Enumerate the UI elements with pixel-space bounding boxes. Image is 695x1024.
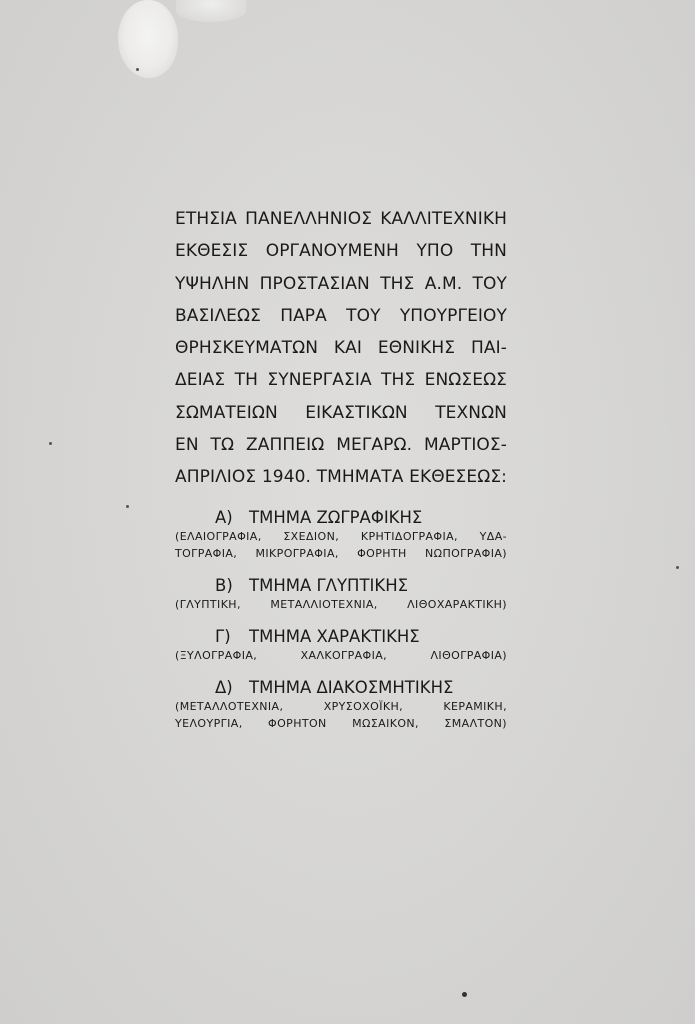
section-title: ΤΜΗΜΑ ΔΙΑΚΟΣΜΗΤΙΚΗΣ (249, 677, 454, 697)
paper-speck (676, 566, 679, 569)
section-painting (175, 508, 507, 562)
paper-stain (118, 0, 178, 78)
paper-speck (126, 505, 129, 508)
section-letter: Γ) (215, 626, 231, 646)
section-detail: (ΞΥΛΟΓΡΑΦΙΑ, ΧΑΛΚΟΓΡΑΦΙΑ, ΛΙΘΟΓΡΑΦΙΑ) (175, 648, 507, 662)
intro-line: ΣΩΜΑΤΕΙΩΝ ΕΙΚΑΣΤΙΚΩΝ ΤΕΧΝΩΝ (175, 402, 507, 423)
section-letter: Δ) (215, 677, 233, 697)
paper-stain (176, 0, 246, 22)
paper-speck (136, 68, 139, 71)
section-title: ΤΜΗΜΑ ΧΑΡΑΚΤΙΚΗΣ (249, 626, 420, 646)
section-title: ΤΜΗΜΑ ΓΛΥΠΤΙΚΗΣ (249, 575, 409, 595)
intro-paragraph (175, 203, 507, 494)
intro-line: ΑΠΡΙΛΙΟΣ 1940. ΤΜΗΜΑΤΑ ΕΚΘΕΣΕΩΣ: (175, 467, 507, 488)
section-heading (175, 576, 507, 596)
section-detail: (ΜΕΤΑΛΛΟΤΕΧΝΙΑ, ΧΡΥΣΟΧΟΪΚΗ, ΚΕΡΑΜΙΚΗ, (175, 699, 507, 713)
intro-line: ΕΝ ΤΩ ΖΑΠΠΕΙΩ ΜΕΓΑΡΩ. ΜΑΡΤΙΟΣ- (175, 435, 507, 456)
paper-speck (49, 442, 52, 445)
section-decorative (175, 678, 507, 732)
section-heading (175, 678, 507, 698)
intro-line: ΥΨΗΛΗΝ ΠΡΟΣΤΑΣΙΑΝ ΤΗΣ Α.Μ. ΤΟΥ (175, 273, 507, 294)
intro-line: ΒΑΣΙΛΕΩΣ ΠΑΡΑ ΤΟΥ ΥΠΟΥΡΓΕΙΟΥ (175, 305, 507, 326)
intro-line: ΕΚΘΕΣΙΣ ΟΡΓΑΝΟΥΜΕΝΗ ΥΠΟ ΤΗΝ (175, 241, 507, 262)
section-detail: ΥΕΛΟΥΡΓΙΑ, ΦΟΡΗΤΟΝ ΜΩΣΑΙΚΟΝ, ΣΜΑΛΤΟΝ) (175, 716, 507, 730)
section-detail: ΤΟΓΡΑΦΙΑ, ΜΙΚΡΟΓΡΑΦΙΑ, ΦΟΡΗΤΗ ΝΩΠΟΓΡΑΦΙΑ) (175, 546, 507, 560)
intro-line: ΔΕΙΑΣ ΤΗ ΣΥΝΕΡΓΑΣΙΑ ΤΗΣ ΕΝΩΣΕΩΣ (175, 370, 507, 391)
section-engraving (175, 627, 507, 664)
section-sculpture (175, 576, 507, 613)
intro-line: ΘΡΗΣΚΕΥΜΑΤΩΝ ΚΑΙ ΕΘΝΙΚΗΣ ΠΑΙ- (175, 338, 507, 359)
section-detail: (ΕΛΑΙΟΓΡΑΦΙΑ, ΣΧΕΔΙΟΝ, ΚΡΗΤΙΔΟΓΡΑΦΙΑ, ΥΔΑ- (175, 529, 507, 543)
intro-line: ΕΤΗΣΙΑ ΠΑΝΕΛΛΗΝΙΟΣ ΚΑΛΛΙΤΕΧΝΙΚΗ (175, 209, 507, 229)
section-heading (175, 508, 507, 528)
section-detail: (ΓΛΥΠΤΙΚΗ, ΜΕΤΑΛΛΙΟΤΕΧΝΙΑ, ΛΙΘΟΧΑΡΑΚΤΙΚΗ) (175, 597, 507, 611)
section-heading (175, 627, 507, 647)
exhibition-text (175, 203, 507, 732)
section-letter: Β) (215, 575, 233, 595)
section-title: ΤΜΗΜΑ ΖΩΓΡΑΦΙΚΗΣ (249, 507, 423, 527)
section-letter: Α) (215, 507, 233, 527)
paper-speck (462, 992, 467, 997)
